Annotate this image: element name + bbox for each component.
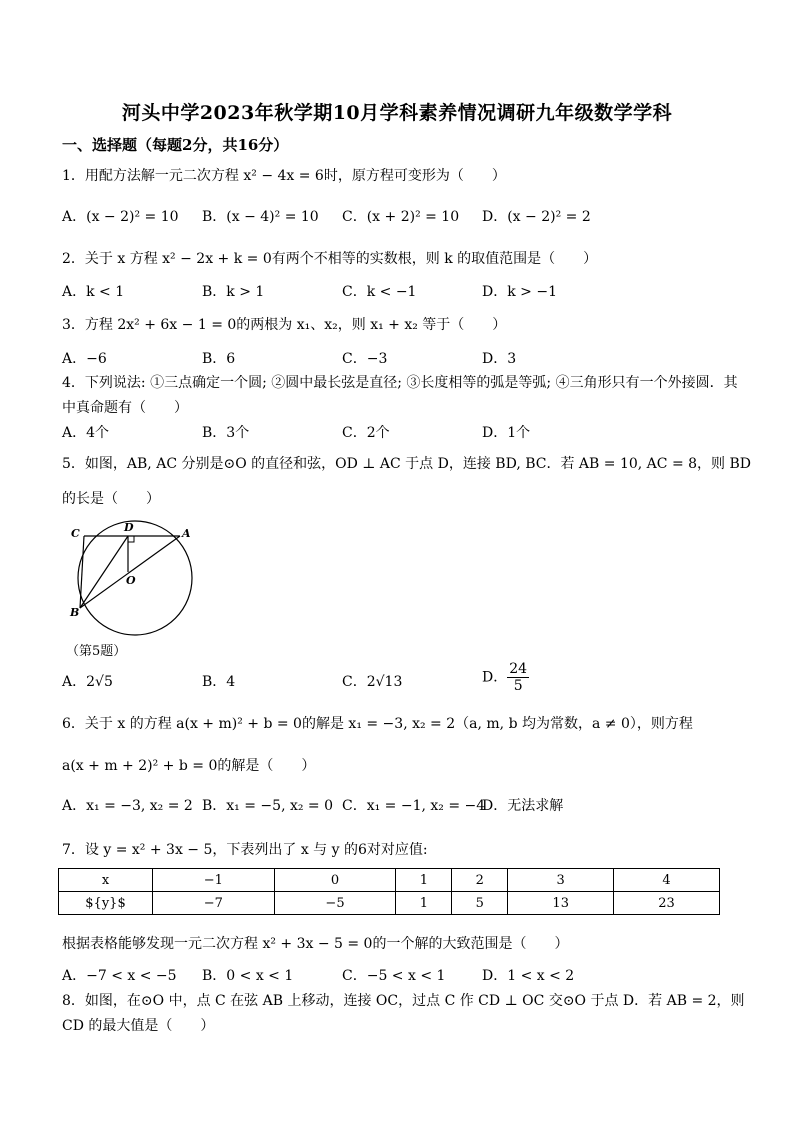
table-cell: 23	[614, 892, 720, 915]
question-5-stem-line1: 5．如图，AB, AC 分别是⊙O 的直径和弦，OD ⊥ AC 于点 D，连接 BD, BC．若 AB = 10, AC = 8，则 BD	[62, 456, 751, 472]
label-d: D	[124, 521, 134, 534]
question-1-stem: 1．用配方法解一元二次方程 x² − 4x = 6时，原方程可变形为（ ）	[62, 168, 506, 184]
table-cell: 1	[396, 892, 452, 915]
table-cell: −5	[274, 892, 396, 915]
option-a: A．−6	[62, 351, 107, 367]
figure-caption: （第5题）	[66, 644, 127, 659]
table-row-x	[59, 869, 720, 892]
label-o: O	[126, 574, 136, 587]
fraction	[507, 661, 529, 694]
option-c: C．(x + 2)² = 10	[342, 209, 460, 225]
table-cell: 5	[452, 892, 508, 915]
segment-cb	[80, 536, 84, 608]
option-b: B．0 < x < 1	[202, 968, 294, 984]
question-7-stem: 7．设 y = x² + 3x − 5，下表列出了 x 与 y 的6对对应值:	[62, 842, 428, 858]
question-7-followup: 根据表格能够发现一元二次方程 x² + 3x − 5 = 0的一个解的大致范围是（ ）	[62, 936, 569, 952]
question-6-stem-line2: a(x + m + 2)² + b = 0的解是（ ）	[62, 758, 316, 774]
option-b: B．6	[202, 351, 236, 367]
value-table	[58, 868, 720, 915]
option-d: D．无法求解	[482, 798, 564, 814]
option-a: A．k < 1	[62, 284, 125, 300]
option-d	[482, 661, 529, 694]
option-b: B．3个	[202, 425, 250, 441]
option-d: D．1 < x < 2	[482, 968, 575, 984]
question-6-stem-line1: 6．关于 x 的方程 a(x + m)² + b = 0的解是 x₁ = −3, x₂ = 2（a, m, b 均为常数，a ≠ 0），则方程	[62, 716, 693, 732]
option-c: C．2个	[342, 425, 390, 441]
question-4-stem-line1: 4．下列说法: ①三点确定一个圆; ②圆中最长弦是直径; ③长度相等的弧是等弧; ④三角形只有一个外接圆．其	[62, 375, 738, 391]
label-c: C	[71, 527, 80, 540]
option-a: A．2√5	[62, 674, 113, 690]
question-5-stem-line2: 的长是（ ）	[62, 491, 160, 507]
option-d-prefix: D．	[482, 669, 508, 686]
question-2-stem: 2．关于 x 方程 x² − 2x + k = 0有两个不相等的实数根，则 k 的取值范围是（ ）	[62, 251, 598, 267]
option-d: D．3	[482, 351, 517, 367]
fraction-denominator: 5	[513, 678, 523, 694]
table-row-y	[59, 892, 720, 915]
table-cell: x	[59, 869, 153, 892]
option-d: D．1个	[482, 425, 531, 441]
option-b: B．x₁ = −5, x₂ = 0	[202, 798, 334, 814]
option-a: A．(x − 2)² = 10	[62, 209, 179, 225]
option-a: A．4个	[62, 425, 110, 441]
option-c: C．−3	[342, 351, 388, 367]
fraction-numerator: 24	[509, 661, 528, 677]
option-c: C．−5 < x < 1	[342, 968, 446, 984]
option-c: C．2√13	[342, 674, 403, 690]
table-cell: ${y}$	[59, 892, 153, 915]
option-b: B．4	[202, 674, 236, 690]
table-cell: −1	[153, 869, 275, 892]
right-angle-mark	[128, 536, 134, 542]
table-cell: 4	[614, 869, 720, 892]
option-c: C．k < −1	[342, 284, 417, 300]
question-8-stem-line1: 8．如图，在⊙O 中，点 C 在弦 AB 上移动，连接 OC，过点 C 作 CD ⊥ OC 交⊙O 于点 D．若 AB = 2，则	[62, 993, 745, 1009]
option-c: C．x₁ = −1, x₂ = −4	[342, 798, 486, 814]
option-b: B．(x − 4)² = 10	[202, 209, 319, 225]
circle-diagram	[62, 520, 197, 640]
option-a: A．−7 < x < −5	[62, 968, 177, 984]
table-cell: 3	[508, 869, 614, 892]
label-b: B	[70, 606, 80, 619]
question-4-stem-line2: 中真命题有（ ）	[62, 400, 188, 416]
diameter-ab	[80, 536, 180, 608]
label-a: A	[182, 527, 191, 540]
option-a: A．x₁ = −3, x₂ = 2	[62, 798, 193, 814]
table-cell: 2	[452, 869, 508, 892]
exam-title: 河头中学2023年秋学期10月学科素养情况调研九年级数学学科	[121, 102, 673, 124]
table-cell: −7	[153, 892, 275, 915]
question-8-stem-line2: CD 的最大值是（ ）	[62, 1018, 215, 1034]
table-cell: 1	[396, 869, 452, 892]
table-cell: 0	[274, 869, 396, 892]
section-heading: 一、选择题（每题2分，共16分）	[62, 136, 289, 154]
option-d: D．(x − 2)² = 2	[482, 209, 591, 225]
option-d: D．k > −1	[482, 284, 557, 300]
table-cell: 13	[508, 892, 614, 915]
question-3-stem: 3．方程 2x² + 6x − 1 = 0的两根为 x₁、x₂，则 x₁ + x₂ 等于（ ）	[62, 317, 507, 333]
option-b: B．k > 1	[202, 284, 265, 300]
